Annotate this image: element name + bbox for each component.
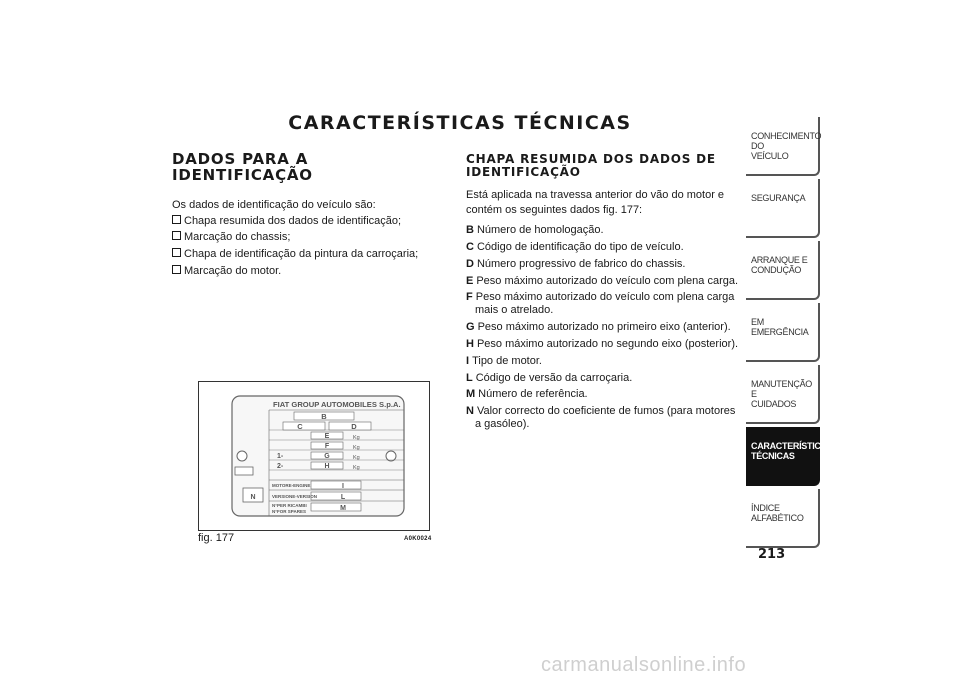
tab-conhecimento-do-veiculo[interactable]: CONHECIMENTO DO VEÍCULO <box>746 117 820 176</box>
definition-item: L Código de versão da carroçaria. <box>466 371 633 384</box>
plate-field-l: L <box>340 494 346 501</box>
tab-em-emergencia[interactable]: EM EMERGÊNCIA <box>746 303 820 362</box>
tab-arranque-e-conducao[interactable]: ARRANQUE E CONDUÇÃO <box>746 241 820 300</box>
section-heading-plate: CHAPA RESUMIDA DOS DADOS DE IDENTIFICAÇÃO <box>466 152 716 179</box>
plate-unit-kg: Kg <box>353 465 360 471</box>
identification-section <box>172 152 450 280</box>
definition-item: I Tipo de motor. <box>466 354 542 367</box>
tab-seguranca[interactable]: SEGURANÇA <box>746 179 820 238</box>
identification-plate-illustration <box>199 382 429 530</box>
plate-field-g: G <box>324 453 330 460</box>
plate-unit-kg: Kg <box>353 455 360 461</box>
page-title: CARACTERÍSTICAS TÉCNICAS <box>288 112 632 134</box>
definition-item: B Número de homologação. <box>466 224 604 237</box>
watermark: carmanualsonline.info <box>541 654 747 676</box>
page-number: 213 <box>758 547 786 562</box>
checkbox-square-icon <box>172 215 181 224</box>
list-item: Marcação do chassis; <box>172 229 450 246</box>
plate-unit-kg: Kg <box>353 445 360 451</box>
plate-motor-label: MOTORE-ENGINE <box>272 483 311 488</box>
section-heading-identification: DADOS PARA A IDENTIFICAÇÃO <box>172 150 313 184</box>
plate-field-m: M <box>340 505 346 512</box>
plate-unit-kg: Kg <box>353 435 360 441</box>
definition-item: D Número progressivo de fabrico do chassis. <box>466 257 686 270</box>
figure-caption: fig. 177 <box>198 532 235 544</box>
plate-data-section <box>466 153 742 435</box>
plate-field-b: B <box>321 412 327 421</box>
list-item: Marcação do motor. <box>172 263 450 280</box>
definition-item: E Peso máximo autorizado do veículo com plena carga. <box>466 274 739 287</box>
identification-intro: Os dados de identificação do veículo são: <box>172 198 376 211</box>
plate-version-label: VERSIONE-VERSION <box>272 494 318 499</box>
plate-intro: Está aplicada na travessa anterior do vão do motor e contém os seguintes dados fig. 177: <box>466 189 725 217</box>
definition-item: G Peso máximo autorizado no primeiro eixo (anterior). <box>466 321 731 334</box>
checkbox-square-icon <box>172 248 181 257</box>
plate-definitions <box>466 224 742 431</box>
plate-field-c: C <box>297 422 303 431</box>
checkbox-square-icon <box>172 265 181 274</box>
tab-indice-alfabetico[interactable]: ÍNDICE ALFABÉTICO <box>746 489 820 548</box>
list-item: Chapa resumida dos dados de identificação; <box>172 213 450 230</box>
plate-field-e: E <box>324 433 330 440</box>
plate-field-h: H <box>324 463 330 470</box>
plate-axle-2: 2- <box>277 463 284 470</box>
plate-field-i: I <box>342 483 344 490</box>
figure-frame <box>198 381 430 531</box>
tab-manutencao-e-cuidados[interactable]: MANUTENÇÃO E CUIDADOS <box>746 365 820 424</box>
definition-item: C Código de identificação do tipo de veículo. <box>466 240 684 253</box>
plate-field-n: N <box>250 494 256 501</box>
definition-item: F Peso máximo autorizado do veículo com plena carga mais o atrelado. <box>466 291 735 317</box>
plate-axle-1: 1- <box>277 453 284 460</box>
plate-field-d: D <box>351 422 357 431</box>
tab-caracteristicas-tecnicas[interactable]: CARACTERÍSTICAS TÉCNICAS <box>746 427 820 486</box>
plate-spares-label-1: N°PER RICAMBI <box>272 503 307 508</box>
chapter-tabs <box>746 117 833 551</box>
definition-item: N Valor correcto do coeficiente de fumos (para motores a gasóleo). <box>466 405 736 431</box>
checkbox-square-icon <box>172 231 181 240</box>
list-item: Chapa de identificação da pintura da carroçaria; <box>172 246 450 263</box>
plate-header: FIAT GROUP AUTOMOBILES S.p.A. <box>273 400 401 409</box>
definition-item: H Peso máximo autorizado no segundo eixo (posterior). <box>466 337 739 350</box>
figure-code: A0K0024 <box>404 536 432 542</box>
definition-item: M Número de referência. <box>466 388 588 401</box>
plate-field-f: F <box>324 443 330 450</box>
plate-spares-label-2: N°FOR SPARES <box>272 509 306 514</box>
identification-list <box>172 213 450 280</box>
